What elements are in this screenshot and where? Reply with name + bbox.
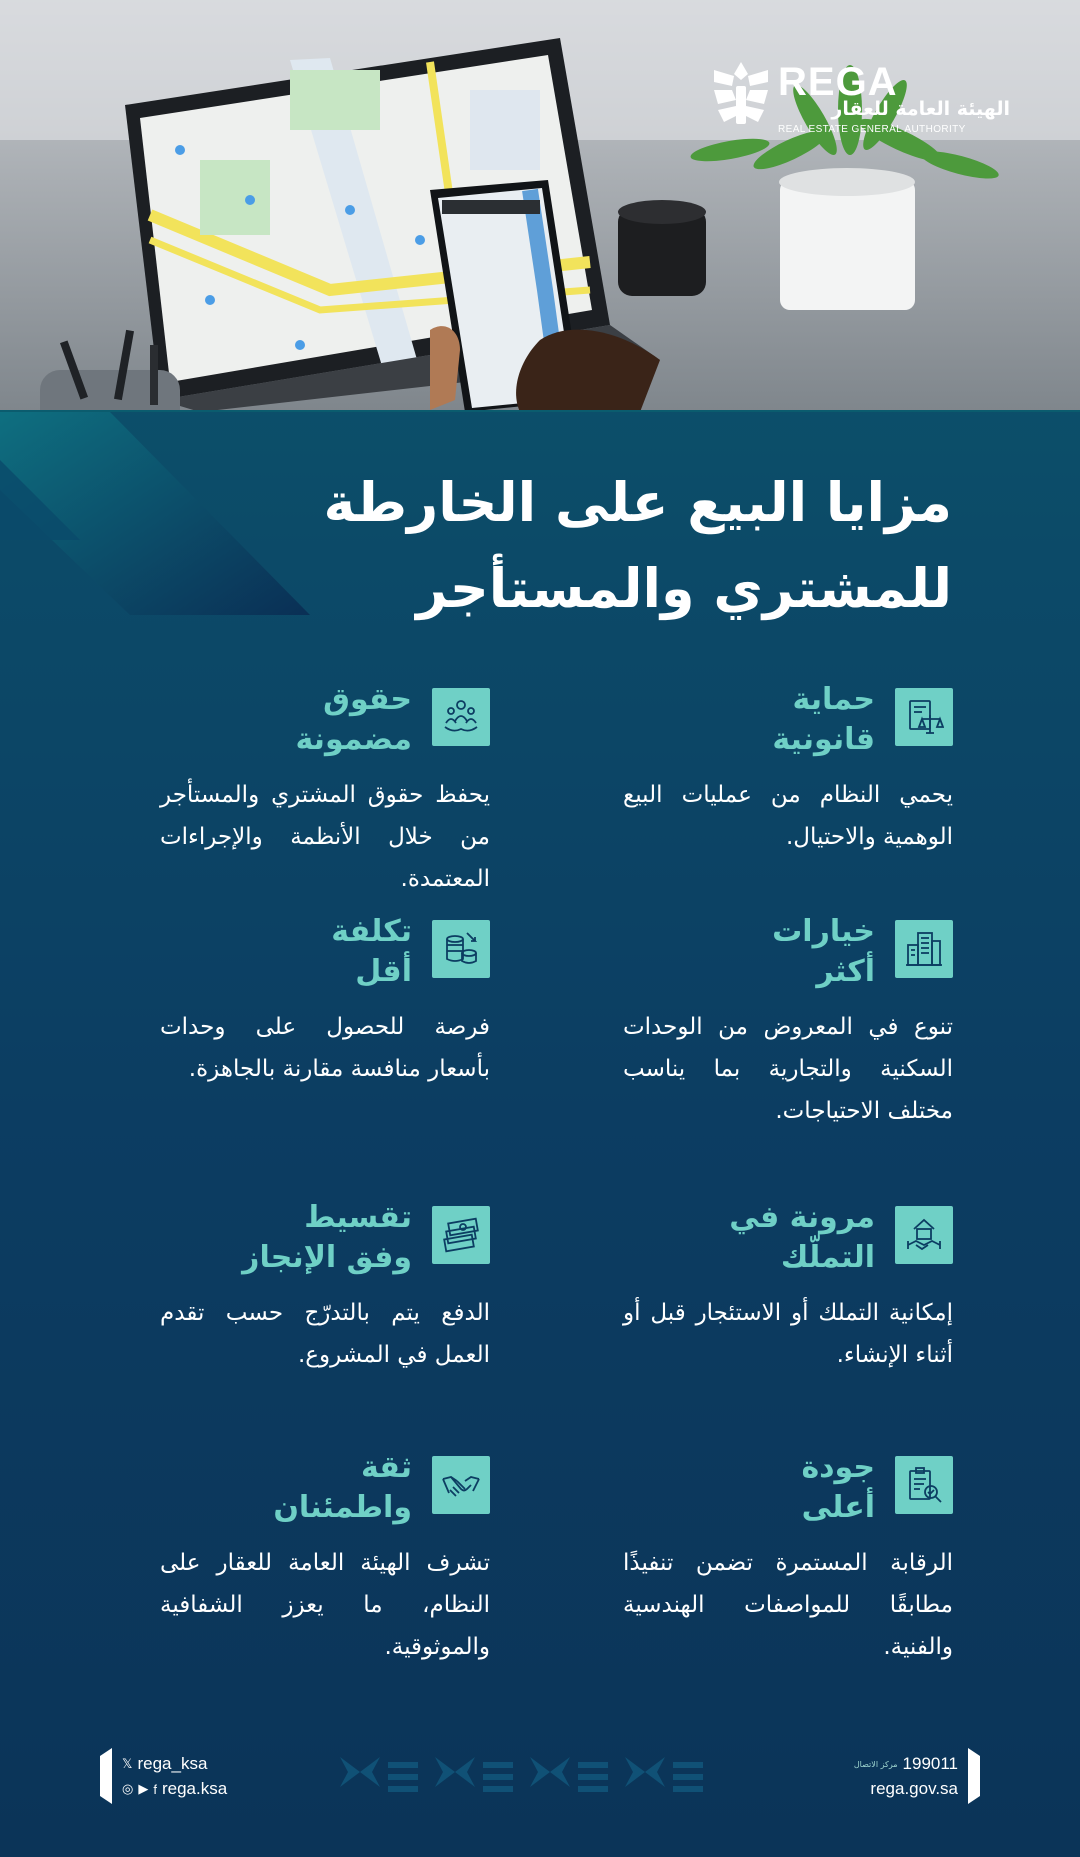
feature-description: يحمي النظام من عمليات البيع الوهمية والاحتيال. [623, 782, 953, 850]
twitter-handle: rega_ksa [137, 1754, 208, 1773]
feature-title [675, 1448, 875, 1528]
footer-social [100, 1748, 300, 1804]
feature-title-line-1: جودة [801, 1450, 875, 1485]
feature-trust [160, 1448, 490, 1660]
handshake-house-icon [895, 1206, 953, 1264]
feature-description: إمكانية التملك أو الاستئجار قبل أو أثناء الإنشاء. [623, 1300, 953, 1368]
footer-contact [780, 1748, 980, 1804]
checklist-magnifier-icon [895, 1456, 953, 1514]
website-link[interactable] [870, 1779, 958, 1799]
facebook-icon: f [153, 1781, 157, 1797]
phone-value: 199011 [902, 1754, 958, 1773]
feature-title-line-1: تقسيط [304, 1200, 412, 1235]
brand-name-ar: الهيئة العامة للعقار [831, 98, 1010, 120]
feature-title-line-2: مضمونة [295, 722, 412, 757]
phone-number[interactable] [853, 1754, 958, 1774]
feature-title [675, 912, 875, 992]
feature-title [212, 1448, 412, 1528]
feature-description: الرقابة المستمرة تضمن تنفيذًا مطابقًا للمواصفات الهندسية والفنية. [623, 1550, 953, 1660]
feature-title-line-2: التملّك [780, 1240, 875, 1275]
feature-title-line-2: أقل [355, 954, 412, 989]
feature-title-line-1: حقوق [323, 682, 412, 717]
feature-title [212, 680, 412, 760]
feature-more-options [623, 912, 953, 1124]
feature-title-line-1: خيارات [772, 914, 875, 949]
feature-lower-cost [160, 912, 490, 1112]
feature-description: يحفظ حقوق المشتري والمستأجر من خلال الأنظمة والإجراءات المعتمدة. [160, 782, 490, 892]
feature-guaranteed-rights [160, 680, 490, 892]
feature-ownership-flexibility [623, 1198, 953, 1398]
decorative-pattern [330, 1752, 770, 1802]
feature-title-line-2: قانونية [772, 722, 875, 757]
bracket-left-icon [100, 1748, 112, 1804]
bracket-right-icon [968, 1748, 980, 1804]
people-hands-icon [432, 688, 490, 746]
feature-installments [160, 1198, 490, 1398]
feature-title-line-2: أكثر [816, 954, 875, 989]
feature-description: تشرف الهيئة العامة للعقار على النظام، ما يعزز الشفافية والموثوقية. [160, 1550, 490, 1660]
feature-title-line-1: تكلفة [331, 914, 412, 949]
buildings-icon [895, 920, 953, 978]
twitter-link[interactable] [122, 1754, 207, 1774]
hero-photo [0, 0, 1080, 412]
title-line-1: مزايا البيع على الخارطة [323, 471, 952, 534]
feature-title [675, 1198, 875, 1278]
feature-title [675, 680, 875, 760]
feature-title-line-2: وفق الإنجاز [242, 1240, 412, 1275]
youtube-icon: ▶ [138, 1781, 149, 1796]
call-center-label: مركز الاتصال [853, 1759, 898, 1769]
feature-description: فرصة للحصول على وحدات بأسعار منافسة مقارنة بالجاهزة. [160, 1014, 490, 1082]
title-line-2: للمشتري والمستأجر [416, 557, 952, 620]
feature-title [212, 912, 412, 992]
brand-subtitle: REAL ESTATE GENERAL AUTHORITY [778, 124, 966, 135]
feature-description: الدفع يتم بالتدرّج حسب تقدم العمل في المشروع. [160, 1300, 490, 1368]
handshake-icon [432, 1456, 490, 1514]
feature-higher-quality [623, 1448, 953, 1660]
rega-emblem-icon [710, 60, 772, 132]
feature-legal-protection [623, 680, 953, 880]
brand-name-en: REGA [778, 60, 898, 104]
website-value: rega.gov.sa [870, 1779, 958, 1798]
x-twitter-icon: 𝕏 [122, 1756, 133, 1771]
feature-title-line-1: ثقة [360, 1450, 412, 1485]
page-title [252, 460, 952, 632]
legal-scale-icon [895, 688, 953, 746]
feature-title-line-1: حماية [792, 682, 875, 717]
social-links[interactable] [122, 1779, 227, 1799]
cash-stack-icon [432, 1206, 490, 1264]
feature-title-line-2: واطمئنان [273, 1490, 412, 1525]
feature-title-line-2: أعلى [801, 1490, 875, 1525]
coins-down-icon [432, 920, 490, 978]
feature-title-line-1: مرونة في [729, 1200, 875, 1235]
feature-title [212, 1198, 412, 1278]
feature-description: تنوع في المعروض من الوحدات السكنية والتجارية بما يناسب مختلف الاحتياجات. [623, 1014, 953, 1124]
rega-logo [710, 60, 1010, 140]
social-handle: rega.ksa [161, 1779, 228, 1798]
instagram-icon: ◎ [122, 1781, 134, 1796]
